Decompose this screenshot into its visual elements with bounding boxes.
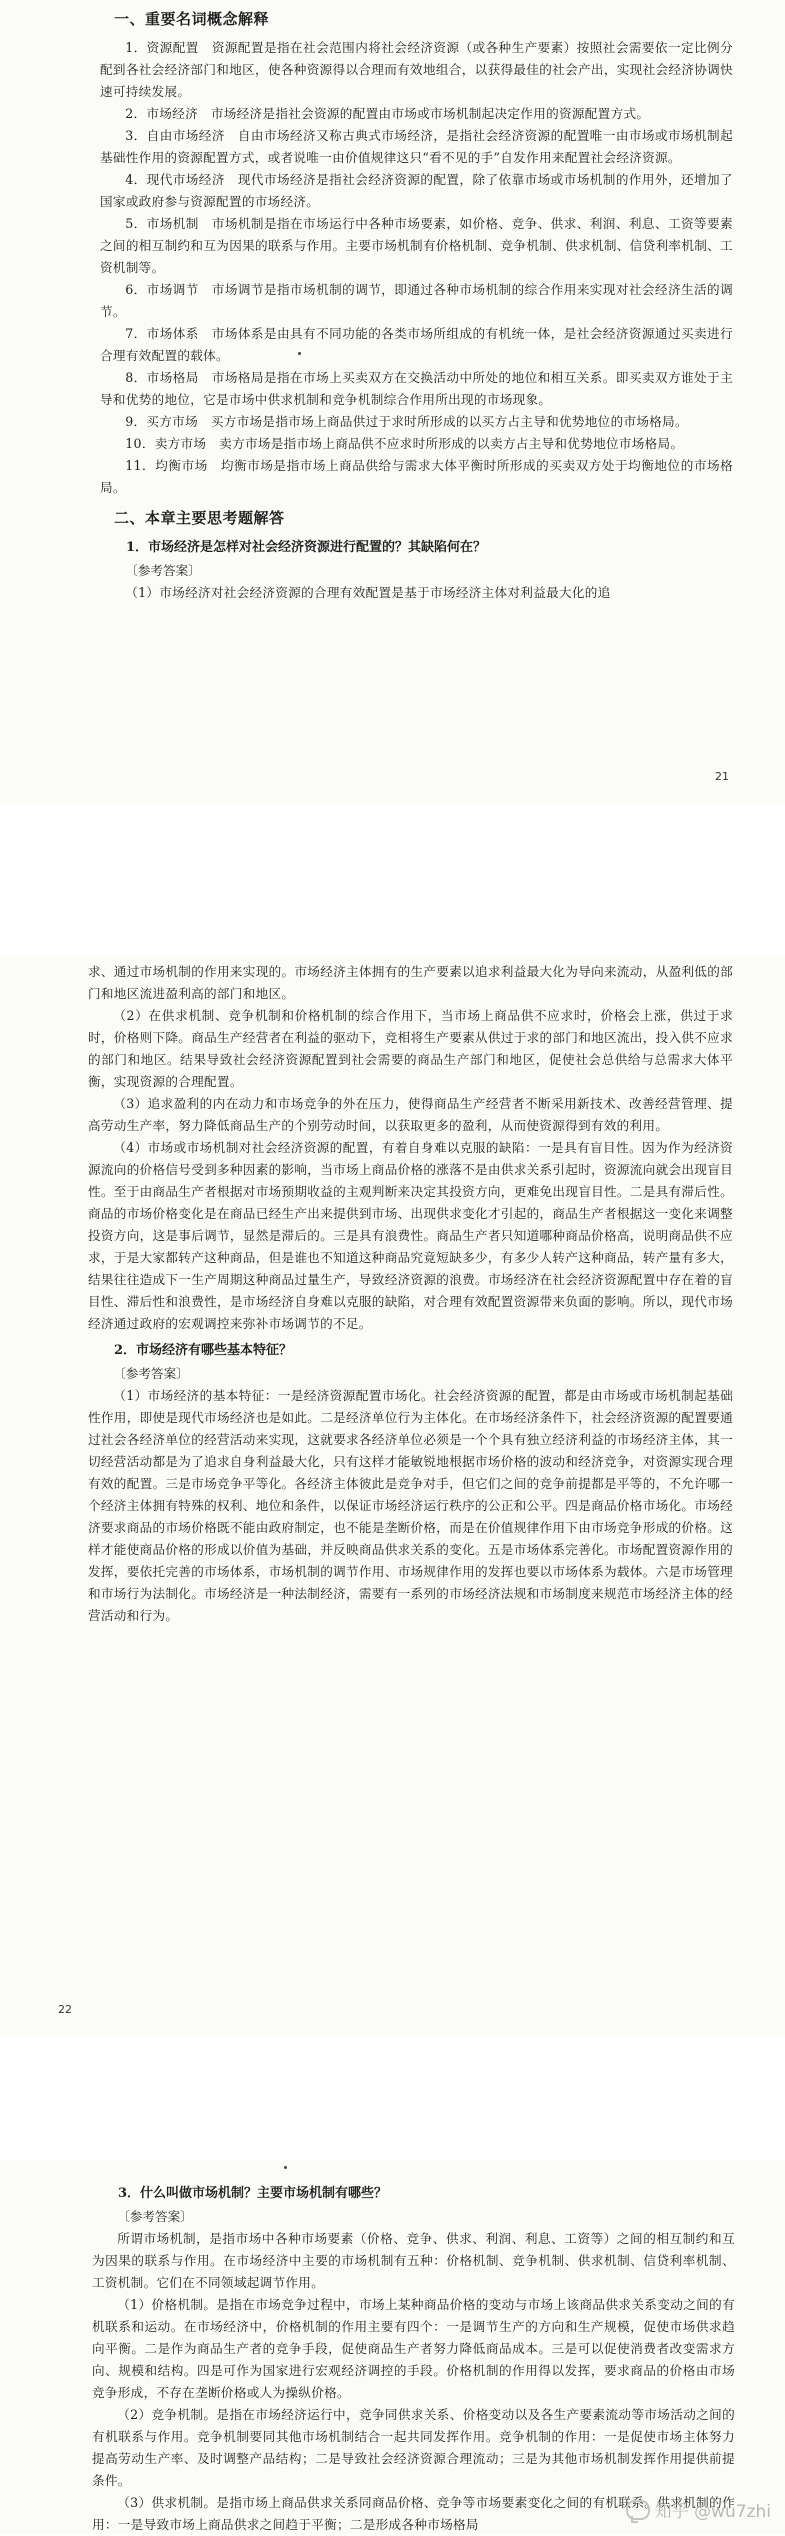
scan-speck (284, 2166, 287, 2169)
question-1-answer-2: （2）在供求机制、竞争机制和价格机制的综合作用下，当市场上商品供不应求时，价格会上涨，供过于求时，价格则下降。商品生产经营者在利益的驱动下，竞相将生产要素从供过于求的部门和地区流出，投入供不应求的部门和地区。结果导致社会经济资源配置到社会需要的商品生产部门和地区，促使社会总供给与总需求大体平衡，实现资源的合理配置。 (88, 1008, 733, 1089)
term-7: 7．市场体系 市场体系是由具有不同功能的各类市场所组成的有机统一体，是社会经济资源通过买卖进行合理有效配置的载体。 (100, 326, 733, 363)
term-4: 4．现代市场经济 现代市场经济是指社会经济资源的配置，除了依靠市场或市场机制的作用外，还增加了国家或政府参与资源配置的市场经济。 (100, 172, 733, 209)
question-1-reference-label: 〔参考答案〕 (125, 563, 201, 578)
page-21 (0, 0, 785, 805)
page-number-21: 21 (715, 770, 729, 783)
term-5: 5．市场机制 市场机制是指在市场运行中各种市场要素，如价格、竞争、供求、利润、利息、工资等要素之间的相互制约和互为因果的联系与作用。主要市场机制有价格机制、竞争机制、供求机制、信贷利率机制、工资机制等。 (100, 216, 733, 275)
question-1: 1．市场经济是怎样对社会经济资源进行配置的？其缺陷何在？ (126, 540, 487, 555)
watermark-text: 知乎 @wu7zhi (654, 2502, 771, 2522)
question-1-answer-1-continued: 求、通过市场机制的作用来实现的。市场经济主体拥有的生产要素以追求利益最大化为导向来流动，从盈利低的部门和地区流进盈利高的部门和地区。 (88, 964, 733, 1001)
zhihu-watermark (626, 2497, 771, 2522)
term-1: 1．资源配置 资源配置是指在社会范围内将社会经济资源（或各种生产要素）按照社会需要依一定比例分配到各社会经济部门和地区，使各种资源得以合理而有效地组合，以获得最佳的社会产出，实现社会经济协调快速可持续发展。 (100, 40, 733, 99)
page-22 (0, 955, 785, 2035)
question-2: 2．市场经济有哪些基本特征？ (114, 1343, 293, 1358)
question-3-answer-3: （3）供求机制。是指市场上商品供求关系同商品价格、竞争等市场要素变化之间的有机联系。供求机制的作用：一是导致市场上商品供求之间趋于平衡；二是形成各种市场格局 (92, 2495, 735, 2532)
question-2-answer-1: （1）市场经济的基本特征：一是经济资源配置市场化。社会经济资源的配置，都是由市场或市场机制起基础性作用，即使是现代市场经济也是如此。二是经济单位行为主体化。在市场经济条件下，社会经济资源的配置要通过社会各经济单位的经营活动来实现，这就要求各经济单位必须是一个个具有独立经济利益的市场经济主体，其一切经营活动都是为了追求自身利益最大化，只有这样才能敏锐地根据市场价格的波动和经济竞争，对资源实现合理有效的配置。三是市场竞争平等化。各经济主体彼此是竞争对手，但它们之间的竞争前提都是平等的，不允许哪一个经济主体拥有特殊的权利、地位和条件，以保证市场经济运行秩序的公正和公平。四是商品价格市场化。市场经济要求商品的市场价格既不能由政府制定，也不能是垄断价格，而是在价值规律作用下由市场竞争形成的价格。这样才能使商品价格的形成以价值为基础，并反映商品供求关系的变化。五是市场体系完善化。市场配置资源作用的发挥，要依托完善的市场体系，市场机制的调节作用、市场规律作用的发挥也要以市场体系为载体。六是市场管理和市场行为法制化。市场经济是一种法制经济，需要有一系列的市场经济法规和市场制度来规范市场经济主体的经营活动和行为。 (88, 1388, 733, 1623)
question-1-answer-1-start: （1）市场经济对社会经济资源的合理有效配置是基于市场经济主体对利益最大化的追 (125, 585, 611, 600)
page-number-22: 22 (58, 2003, 72, 2016)
page-21-content (100, 6, 733, 604)
page-23 (0, 2160, 785, 2534)
term-8: 8．市场格局 市场格局是指在市场上买卖双方在交换活动中所处的地位和相互关系。即买卖双方谁处于主导和优势的地位，它是市场中供求机制和竞争机制综合作用所出现的市场现象。 (100, 370, 733, 407)
section-heading-terms: 一、重要名词概念解释 (114, 10, 270, 28)
page-22-content (88, 961, 733, 1627)
question-3: 3．什么叫做市场机制？主要市场机制有哪些？ (118, 2186, 388, 2201)
term-10: 10．卖方市场 卖方市场是指市场上商品供不应求时所形成的以卖方占主导和优势地位市场格局。 (125, 436, 684, 451)
term-2: 2．市场经济 市场经济是指社会资源的配置由市场或市场机制起决定作用的资源配置方式。 (125, 106, 650, 121)
scan-speck (298, 352, 301, 355)
chat-bubble-icon (626, 2500, 650, 2520)
term-3: 3．自由市场经济 自由市场经济又称古典式市场经济，是指社会经济资源的配置唯一由市场或市场机制起基础性作用的资源配置方式，或者说唯一由价值规律这只“看不见的手”自发作用来配置社会经济资源。 (100, 128, 733, 165)
term-11: 11．均衡市场 均衡市场是指市场上商品供给与需求大体平衡时所形成的买卖双方处于均衡地位的市场格局。 (100, 458, 733, 495)
question-3-intro: 所谓市场机制，是指市场中各种市场要素（价格、竞争、供求、利润、利息、工资等）之间的相互制约和互为因果的联系与作用。在市场经济中主要的市场机制有五种：价格机制、竞争机制、供求机制、信贷利率机制、工资机制。它们在不同领域起调节作用。 (92, 2231, 735, 2290)
term-6: 6．市场调节 市场调节是指市场机制的调节，即通过各种市场机制的综合作用来实现对社会经济生活的调节。 (100, 282, 733, 319)
question-3-reference-label: 〔参考答案〕 (117, 2209, 193, 2224)
question-1-answer-4: （4）市场或市场机制对社会经济资源的配置，有着自身难以克服的缺陷：一是具有盲目性。因为作为经济资源流向的价格信号受到多种因素的影响，当市场上商品价格的涨落不是由供求关系引起时，资源流向就会出现盲目性。至于由商品生产者根据对市场预期收益的主观判断来决定其投资方向，更难免出现盲目性。二是具有滞后性。商品的市场价格变化是在商品已经生产出来提供到市场、出现供求变化才引起的，商品生产者根据这一变化来调整投资方向，这是事后调节，显然是滞后的。三是具有浪费性。商品生产者只知道哪种商品价格高，说明商品供不应求，于是大家都转产这种商品，但是谁也不知道这种商品究竟短缺多少，有多少人转产这种商品，转产量有多大，结果往往造成下一生产周期这种商品过量生产，导致经济资源的浪费。市场经济在社会经济资源配置中存在着的盲目性、滞后性和浪费性，是市场经济自身难以克服的缺陷，对合理有效配置资源带来负面的影响。所以，现代市场经济通过政府的宏观调控来弥补市场调节的不足。 (88, 1140, 733, 1331)
question-1-answer-3: （3）追求盈利的内在动力和市场竞争的外在压力，使得商品生产经营者不断采用新技术、改善经营管理、提高劳动生产率，努力降低商品生产的个别劳动时间，以获取更多的盈利，从而使资源得到有效的利用。 (88, 1096, 733, 1133)
question-3-answer-1: （1）价格机制。是指在市场竞争过程中，市场上某种商品价格的变动与市场上该商品供求关系变动之间的有机联系和运动。在市场经济中，价格机制的作用主要有四个：一是调节生产的方向和生产规模，促使市场供求趋向平衡。二是作为商品生产者的竞争手段，促使商品生产者努力降低商品成本。三是可以促使消费者改变需求方向、规模和结构。四是可作为国家进行宏观经济调控的手段。价格机制的作用得以发挥，要求商品的价格由市场竞争形成，不存在垄断价格或人为操纵价格。 (92, 2297, 735, 2400)
question-2-reference-label: 〔参考答案〕 (113, 1366, 189, 1381)
page-23-content (92, 2178, 735, 2536)
question-3-answer-2: （2）竞争机制。是指在市场经济运行中，竞争同供求关系、价格变动以及各生产要素流动等市场活动之间的有机联系与作用。竞争机制要同其他市场机制结合一起共同发挥作用。竞争机制的作用：一是促使市场主体努力提高劳动生产率、及时调整产品结构；二是导致社会经济资源合理流动；三是为其他市场机制发挥作用提供前提条件。 (92, 2407, 735, 2488)
section-heading-questions: 二、本章主要思考题解答 (114, 509, 285, 527)
term-9: 9．买方市场 买方市场是指市场上商品供过于求时所形成的以买方占主导和优势地位的市场格局。 (125, 414, 688, 429)
